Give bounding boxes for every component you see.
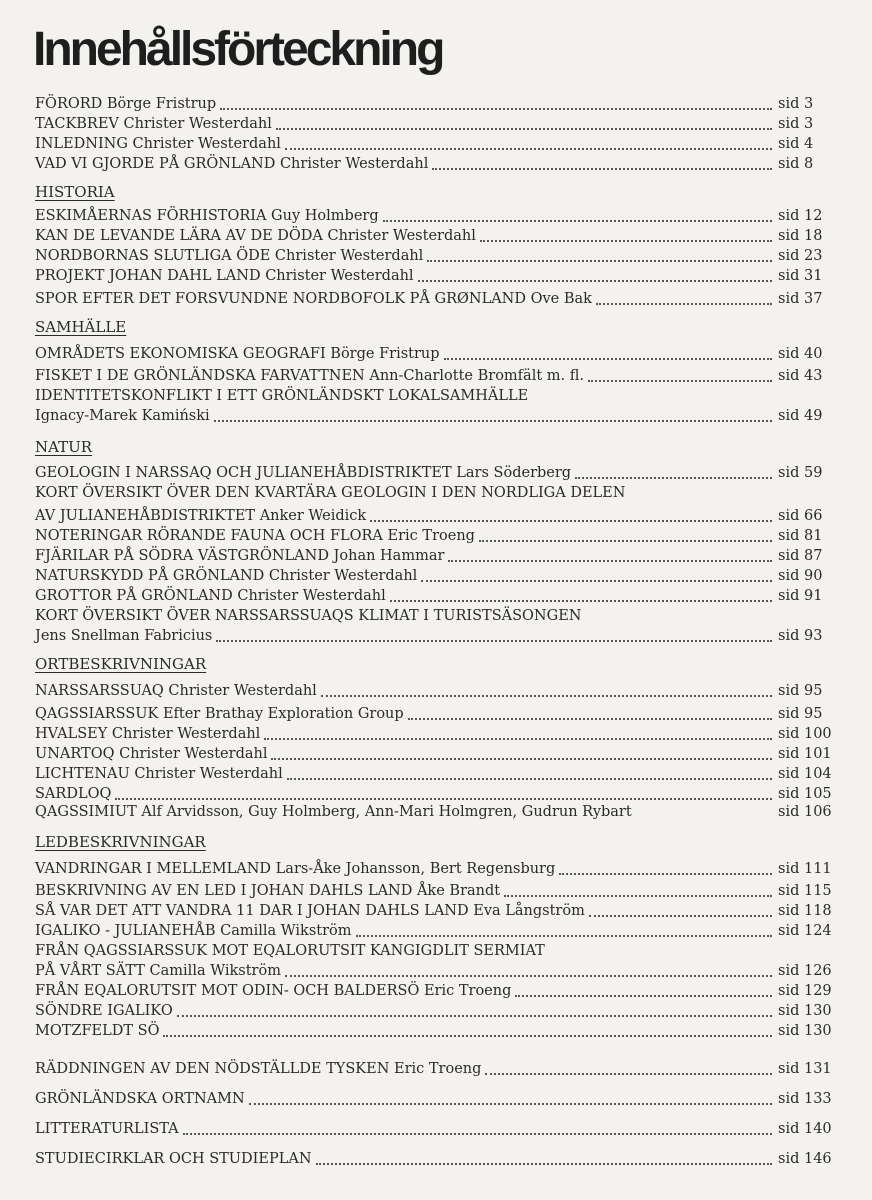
- toc-page-number: sid 124: [778, 923, 832, 939]
- toc-page-number: sid 4: [778, 136, 814, 152]
- toc-entry: [35, 880, 840, 900]
- toc-entry-continued: [35, 605, 840, 625]
- toc-page-number: sid 115: [778, 883, 832, 899]
- section-heading: LEDBESKRIVNINGAR: [35, 833, 206, 851]
- toc-page-number: sid 31: [778, 268, 823, 284]
- toc-entry: [35, 1148, 840, 1168]
- toc-entry: [35, 900, 840, 920]
- toc-page-number: sid 18: [778, 228, 823, 244]
- dot-leader: [285, 975, 772, 977]
- section-heading: HISTORIA: [35, 183, 115, 201]
- toc-entry-title: FÖRORD Börge Fristrup: [35, 96, 217, 112]
- dot-leader: [216, 640, 772, 642]
- toc-page-number: sid 140: [778, 1121, 832, 1137]
- dot-leader: [177, 1015, 772, 1017]
- toc-page-number: sid 49: [778, 408, 823, 424]
- toc-page-number: sid 95: [778, 683, 823, 699]
- toc-page-number: sid 100: [778, 726, 832, 742]
- toc-entry-continued: [35, 482, 840, 502]
- dot-leader: [575, 477, 772, 479]
- toc-page-number: sid 66: [778, 508, 823, 524]
- toc-page-number: sid 101: [778, 746, 832, 762]
- dot-leader: [220, 108, 772, 110]
- toc-entry-title: NORDBORNAS SLUTLIGA ÖDE Christer Westerdahl: [35, 248, 424, 264]
- toc-entry: [35, 153, 840, 173]
- dot-leader: [418, 280, 772, 282]
- toc-page-number: sid 118: [778, 903, 832, 919]
- dot-leader: [515, 995, 772, 997]
- toc-entry: [35, 920, 840, 940]
- toc-entry: [35, 960, 840, 980]
- toc-entry-title: NARSSARSSUAQ Christer Westerdahl: [35, 683, 317, 699]
- toc-page-number: sid 130: [778, 1023, 832, 1039]
- dot-leader: [316, 1163, 772, 1165]
- toc-entry-title: QAGSSIMIUT Alf Arvidsson, Guy Holmberg, Ann-Mari Holmgren, Gudrun Rybart: [35, 804, 632, 820]
- toc-entry-title: INLEDNING Christer Westerdahl: [35, 136, 281, 152]
- toc-entry: [35, 225, 840, 245]
- toc-entry: [35, 1058, 840, 1078]
- toc-page-number: sid 104: [778, 766, 832, 782]
- toc-page-number: sid 133: [778, 1091, 832, 1107]
- dot-leader: [408, 718, 772, 720]
- dot-leader: [321, 695, 772, 697]
- toc-entry-title: VANDRINGAR I MELLEMLAND Lars-Åke Johansson, Bert Regensburg: [35, 861, 556, 877]
- toc-page-number: sid 90: [778, 568, 823, 584]
- toc-entry-title: UNARTOQ Christer Westerdahl: [35, 746, 268, 762]
- toc-entry: [35, 1118, 840, 1138]
- toc-entry-title: KORT ÖVERSIKT ÖVER NARSSARSSUAQS KLIMAT I TURISTSÄSONGEN: [35, 608, 582, 624]
- dot-leader: [480, 240, 772, 242]
- toc-page-number: sid 23: [778, 248, 823, 264]
- toc-entry-title: STUDIECIRKLAR OCH STUDIEPLAN: [35, 1151, 312, 1167]
- section-heading: NATUR: [35, 438, 93, 456]
- toc-page-number: sid 95: [778, 706, 823, 722]
- dot-leader: [485, 1073, 772, 1075]
- dot-leader: [504, 895, 772, 897]
- toc-page-number: sid 126: [778, 963, 832, 979]
- dot-leader: [183, 1133, 772, 1135]
- dot-leader: [596, 303, 772, 305]
- toc-entry-title: NATURSKYDD PÅ GRÖNLAND Christer Westerdahl: [35, 568, 418, 584]
- dot-leader: [421, 580, 772, 582]
- toc-entry: [35, 680, 840, 700]
- toc-page-number: sid 105: [778, 786, 832, 802]
- toc-page-number: sid 129: [778, 983, 832, 999]
- toc-page-number: sid 12: [778, 208, 823, 224]
- toc-entry: [35, 743, 840, 763]
- toc-entry-title: SARDLOQ: [35, 786, 112, 802]
- toc-entry-title: PROJEKT JOHAN DAHL LAND Christer Westerdahl: [35, 268, 414, 284]
- dot-leader: [448, 560, 772, 562]
- toc-entry: [35, 343, 840, 363]
- dot-leader: [588, 380, 772, 382]
- toc-entry: [35, 625, 840, 645]
- toc-entry: [35, 585, 840, 605]
- toc-page-number: sid 81: [778, 528, 823, 544]
- dot-leader: [271, 758, 772, 760]
- dot-leader: [285, 148, 772, 150]
- toc-page-number: sid 8: [778, 156, 814, 172]
- toc-entry: [35, 133, 840, 153]
- toc-entry-title: BESKRIVNING AV EN LED I JOHAN DAHLS LAND Åke Brandt: [35, 883, 501, 899]
- toc-entry-title: FISKET I DE GRÖNLÄNDSKA FARVATTNEN Ann-Charlotte Bromfält m. fl.: [35, 368, 585, 384]
- toc-entry-title: SÖNDRE IGALIKO: [35, 1003, 173, 1019]
- toc-page-number: sid 3: [778, 116, 814, 132]
- toc-entry: [35, 801, 840, 821]
- section-heading: SAMHÄLLE: [35, 318, 127, 336]
- dot-leader: [390, 600, 772, 602]
- toc-entry-title: LITTERATURLISTA: [35, 1121, 179, 1137]
- toc-entry-title: AV JULIANEHÅBDISTRIKTET Anker Weidick: [35, 508, 367, 524]
- toc-entry: [35, 405, 840, 425]
- toc-entry: [35, 565, 840, 585]
- toc-entry: [35, 265, 840, 285]
- section-heading: ORTBESKRIVNINGAR: [35, 655, 207, 673]
- toc-page-number: sid 131: [778, 1061, 832, 1077]
- toc-entry: [35, 703, 840, 723]
- toc-entry-title: IGALIKO - JULIANEHÅB Camilla Wikström: [35, 923, 352, 939]
- toc-entry: [35, 980, 840, 1000]
- toc-entry-title: OMRÅDETS EKONOMISKA GEOGRAFI Börge Fristrup: [35, 346, 440, 362]
- dot-leader: [589, 915, 772, 917]
- toc-entry: [35, 365, 840, 385]
- toc-entry: [35, 288, 840, 308]
- toc-entry-title: FRÅN EQALORUTSIT MOT ODIN- OCH BALDERSÖ Eric Troeng: [35, 983, 512, 999]
- toc-page-number: sid 146: [778, 1151, 832, 1167]
- toc-entry-title: SÅ VAR DET ATT VANDRA 11 DAR I JOHAN DAHLS LAND Eva Långström: [35, 903, 585, 919]
- dot-leader: [559, 873, 772, 875]
- toc-entry: [35, 205, 840, 225]
- toc-entry-title: LICHTENAU Christer Westerdahl: [35, 766, 283, 782]
- toc-entry: [35, 462, 840, 482]
- toc-entry-title: KORT ÖVERSIKT ÖVER DEN KVARTÄRA GEOLOGIN I DEN NORDLIGA DELEN: [35, 485, 626, 501]
- toc-page-number: sid 106: [778, 804, 832, 820]
- toc-entry-title: FRÅN QAGSSIARSSUK MOT EQALORUTSIT KANGIGDLIT SERMIAT: [35, 943, 545, 959]
- dot-leader: [432, 168, 772, 170]
- toc-entry-title: MOTZFELDT SÖ: [35, 1023, 160, 1039]
- toc-entry-title: PÅ VÅRT SÄTT Camilla Wikström: [35, 963, 281, 979]
- toc-entry-title: GROTTOR PÅ GRÖNLAND Christer Westerdahl: [35, 588, 386, 604]
- toc-entry-title: NOTERINGAR RÖRANDE FAUNA OCH FLORA Eric Troeng: [35, 528, 475, 544]
- dot-leader: [444, 358, 772, 360]
- dot-leader: [249, 1103, 772, 1105]
- toc-page-number: sid 93: [778, 628, 823, 644]
- toc-entry-title: Ignacy-Marek Kamiński: [35, 408, 210, 424]
- toc-page-number: sid 40: [778, 346, 823, 362]
- dot-leader: [370, 520, 772, 522]
- toc-entry-title: IDENTITETSKONFLIKT I ETT GRÖNLÄNDSKT LOKALSAMHÄLLE: [35, 388, 529, 404]
- toc-entry: [35, 1088, 840, 1108]
- toc-entry: [35, 763, 840, 783]
- toc-page-number: sid 111: [778, 861, 832, 877]
- page-title: Innehållsförteckning: [33, 23, 443, 76]
- toc-entry: [35, 1020, 840, 1040]
- dot-leader: [163, 1035, 772, 1037]
- dot-leader: [287, 778, 772, 780]
- toc-entry: [35, 1000, 840, 1020]
- toc-entry-title: Jens Snellman Fabricius: [35, 628, 213, 644]
- dot-leader: [115, 798, 772, 800]
- toc-page-number: sid 87: [778, 548, 823, 564]
- toc-entry: [35, 505, 840, 525]
- dot-leader: [276, 128, 772, 130]
- dot-leader: [214, 420, 772, 422]
- toc-entry-title: FJÄRILAR PÅ SÖDRA VÄSTGRÖNLAND Johan Hammar: [35, 548, 445, 564]
- toc-page-number: sid 91: [778, 588, 823, 604]
- toc-entry: [35, 525, 840, 545]
- toc-page-number: sid 59: [778, 465, 823, 481]
- toc-entry: [35, 783, 840, 803]
- toc-entry-title: TACKBREV Christer Westerdahl: [35, 116, 272, 132]
- toc-entry: [35, 93, 840, 113]
- toc-entry-title: VAD VI GJORDE PÅ GRÖNLAND Christer Westerdahl: [35, 156, 429, 172]
- toc-entry-title: GRÖNLÄNDSKA ORTNAMN: [35, 1091, 245, 1107]
- toc-entry: [35, 723, 840, 743]
- toc-page-number: sid 43: [778, 368, 823, 384]
- toc-page-number: sid 3: [778, 96, 814, 112]
- toc-entry-title: RÄDDNINGEN AV DEN NÖDSTÄLLDE TYSKEN Eric Troeng: [35, 1061, 482, 1077]
- toc-page-number: sid 37: [778, 291, 823, 307]
- toc-entry-continued: [35, 385, 840, 405]
- dot-leader: [356, 935, 772, 937]
- toc-entry-title: QAGSSIARSSUK Efter Brathay Exploration Group: [35, 706, 404, 722]
- toc-page-number: sid 130: [778, 1003, 832, 1019]
- toc-entry: [35, 545, 840, 565]
- dot-leader: [383, 220, 772, 222]
- toc-entry: [35, 245, 840, 265]
- toc-entry-title: KAN DE LEVANDE LÄRA AV DE DÖDA Christer Westerdahl: [35, 228, 476, 244]
- toc-entry-title: SPOR EFTER DET FORSVUNDNE NORDBOFOLK PÅ GRØNLAND Ove Bak: [35, 291, 592, 307]
- toc-entry-title: ESKIMÅERNAS FÖRHISTORIA Guy Holmberg: [35, 208, 379, 224]
- toc-entry-continued: [35, 940, 840, 960]
- dot-leader: [264, 738, 772, 740]
- dot-leader: [479, 540, 772, 542]
- toc-entry: [35, 858, 840, 878]
- dot-leader: [427, 260, 772, 262]
- toc-entry: [35, 113, 840, 133]
- toc-entry-title: GEOLOGIN I NARSSAQ OCH JULIANEHÅBDISTRIKTET Lars Söderberg: [35, 465, 572, 481]
- toc-entry-title: HVALSEY Christer Westerdahl: [35, 726, 261, 742]
